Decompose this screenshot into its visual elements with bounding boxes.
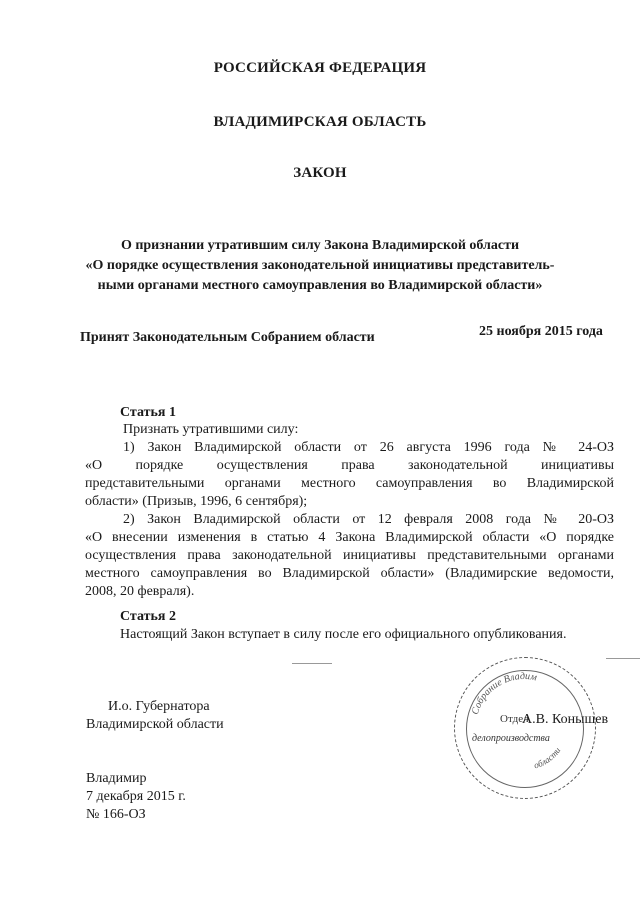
scan-mark: [292, 663, 332, 664]
stamp-center-line2: делопроизводства: [472, 733, 550, 744]
header-federation: РОССИЙСКАЯ ФЕДЕРАЦИЯ: [213, 60, 427, 76]
article1-item2-line2: «О внесении изменения в статью 4 Закона Владимирской области «О порядке: [85, 530, 614, 545]
article1-item1-line3: представительными органами местного самоуправления во Владимирской: [85, 476, 614, 491]
svg-text:Собрание Владим: [470, 671, 539, 716]
article1-body: [85, 421, 614, 601]
stamp-bottom-arc-text: области: [532, 745, 563, 771]
adopted-by: Принят Законодательным Собранием области: [80, 330, 375, 345]
stamp-top-arc-text: Собрание Владим: [469, 670, 538, 717]
law-title-line3: ными органами местного самоуправления во Владимирской области»: [97, 278, 543, 293]
svg-text:области: [533, 745, 563, 770]
law-title-line2: «О порядке осуществления законодательной инициативы представитель-: [85, 258, 555, 273]
article1-item2-line5: 2008, 20 февраля).: [85, 584, 195, 599]
article1-item1-line2: «О порядке осуществления права законодательной инициативы: [85, 458, 614, 473]
adopted-date: 25 ноября 2015 года: [479, 324, 603, 339]
law-title: [0, 236, 640, 296]
signature-position-line2: Владимирской области: [86, 717, 224, 732]
header-doc-type: ЗАКОН: [293, 165, 347, 181]
article1-item2-line1: 2) Закон Владимирской области от 12 февраля 2008 года № 20-ОЗ: [123, 512, 614, 527]
article1-item2-line3: осуществления права законодательной инициативы представительными органами: [85, 548, 614, 563]
footer-date: 7 декабря 2015 г.: [86, 789, 186, 804]
article1-heading: Статья 1: [120, 405, 176, 420]
article1-intro: Признать утратившими силу:: [123, 422, 299, 437]
footer-number: № 166-ОЗ: [86, 807, 146, 822]
footer-city: Владимир: [86, 771, 147, 786]
article1-item1-line4: области» (Призыв, 1996, 6 сентября);: [85, 494, 308, 509]
article2-heading: Статья 2: [120, 609, 176, 624]
article1-item1-line1: 1) Закон Владимирской области от 26 августа 1996 года № 24-ОЗ: [123, 440, 614, 455]
article2-text: Настоящий Закон вступает в силу после его официального опубликования.: [120, 627, 567, 642]
signature-position-line1: И.о. Губернатора: [108, 699, 210, 714]
stamp-center-line1: Отдел: [500, 713, 529, 725]
scan-mark: [606, 658, 640, 659]
signatory-name: А.В. Конышев: [522, 712, 609, 727]
article1-item2-line4: местного самоуправления во Владимирской области» (Владимирские ведомости,: [85, 566, 614, 581]
header-region: ВЛАДИМИРСКАЯ ОБЛАСТЬ: [213, 114, 427, 130]
law-title-line1: О признании утратившим силу Закона Владимирской области: [120, 238, 520, 253]
